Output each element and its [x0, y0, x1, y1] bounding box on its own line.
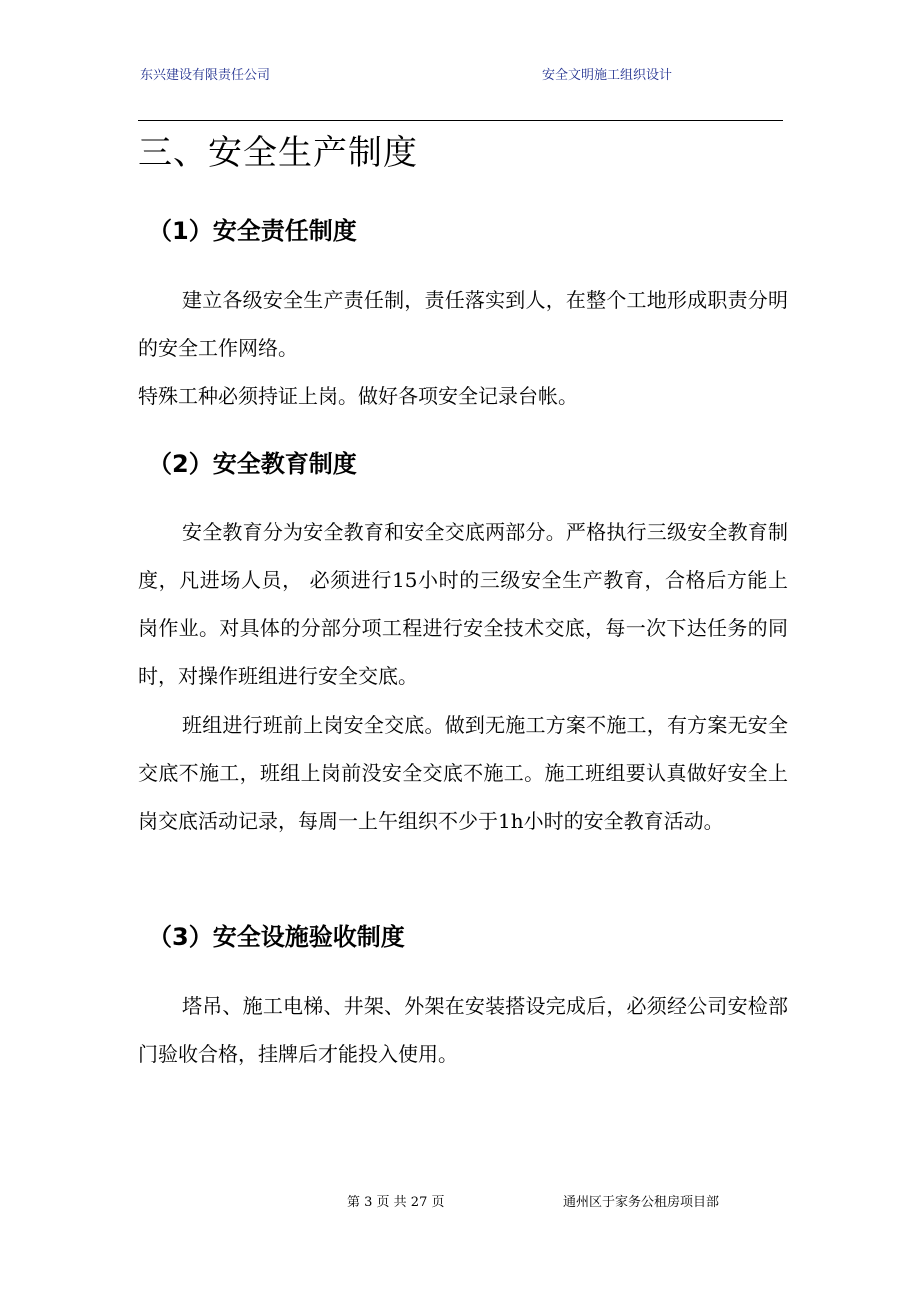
page-header	[140, 64, 783, 86]
section-1-paragraph-2: 特殊工种必须持证上岗。做好各项安全记录台帐。	[138, 384, 578, 408]
header-divider	[138, 120, 783, 121]
section-2-paragraph-2: 班组进行班前上岗安全交底。做到无施工方案不施工，有方案无安全交底不施工，班组上岗前没安全交底不施工。施工班组要认真做好安全上岗交底活动记录，每周一上午组织不少于1h小时的安全教育活动。	[138, 713, 788, 833]
section-2-paragraph-1: 安全教育分为安全教育和安全交底两部分。严格执行三级安全教育制度，凡进场人员， 必须进行15小时的三级安全生产教育，合格后方能上岗作业。对具体的分部分项工程进行安全技术交底，每一次下达任务的同时，对操作班组进行安全交底。	[138, 520, 788, 688]
page-footer	[0, 1191, 920, 1211]
section-1-paragraph-1: 建立各级安全生产责任制，责任落实到人，在整个工地形成职责分明的安全工作网络。	[138, 288, 788, 360]
footer-project: 通州区于家务公租房项目部	[563, 1195, 720, 1210]
header-company: 东兴建设有限责任公司	[140, 68, 271, 83]
page-number: 第 3 页 共 27 页	[347, 1195, 445, 1210]
section-heading-3: （3）安全设施验收制度	[148, 923, 405, 951]
section-heading-2: （2）安全教育制度	[148, 450, 357, 478]
section-heading-1: （1）安全责任制度	[148, 217, 357, 245]
section-3-paragraph-1: 塔吊、施工电梯、井架、外架在安装搭设完成后，必须经公司安检部门验收合格，挂牌后才能投入使用。	[138, 994, 788, 1066]
page-title: 三、安全生产制度	[138, 133, 418, 173]
header-doc-title: 安全文明施工组织设计	[542, 68, 673, 83]
